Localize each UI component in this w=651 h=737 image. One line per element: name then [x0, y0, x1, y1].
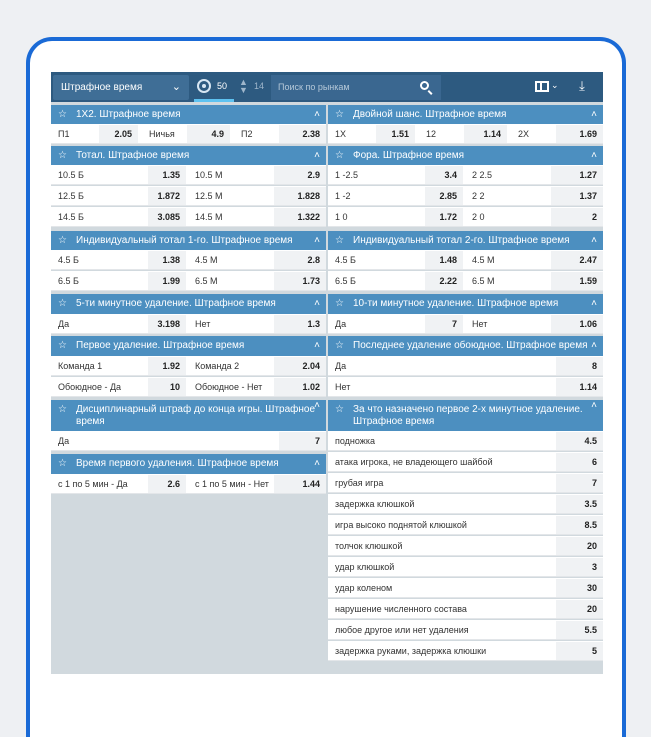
outcome-label: 12.5 М	[195, 191, 223, 201]
section-header-disc[interactable]	[51, 400, 326, 432]
outcome-label: Да	[58, 436, 70, 446]
outcome-label: Да	[335, 361, 347, 371]
outcome-label: 2 0	[472, 212, 485, 222]
outcome-label: 4.5 Б	[335, 255, 356, 265]
outcome-label: 2 2	[472, 191, 485, 201]
section-title: Последнее удаление обоюдное. Штрафное время	[353, 340, 588, 351]
section-title: Индивидуальный тотал 1-го. Штрафное время	[76, 235, 293, 246]
odds-button[interactable]: 1.72	[425, 208, 463, 226]
odds-row	[51, 474, 326, 494]
collapse-caret-icon[interactable]: ˄	[314, 458, 320, 469]
sort-arrows-icon[interactable]: ▲ ▼	[239, 77, 248, 95]
collapse-caret-icon[interactable]: ˄	[314, 109, 320, 120]
outcome-label: 6.5 Б	[58, 276, 79, 286]
odds-button[interactable]: 1.322	[274, 208, 326, 226]
odds-row	[51, 165, 326, 185]
outcome-label: П1	[58, 129, 70, 139]
odds-button[interactable]: 2.04	[274, 357, 326, 375]
odds-button[interactable]: 1.37	[551, 187, 603, 205]
odds-button[interactable]: 1.48	[425, 251, 463, 269]
outcome-label: 6.5 Б	[335, 276, 356, 286]
odds-row	[328, 431, 603, 451]
outcome-label: 12	[426, 129, 437, 139]
odds-button[interactable]: 3.198	[148, 315, 186, 333]
outcome-label: с 1 по 5 мин - Да	[58, 479, 128, 489]
collapse-caret-icon[interactable]: ˄	[591, 400, 597, 411]
collapse-caret-icon[interactable]: ˄	[591, 150, 597, 161]
odds-button[interactable]: 20	[556, 537, 603, 555]
odds-button[interactable]: 8.5	[556, 516, 603, 534]
outcome-label: 10.5 М	[195, 170, 223, 180]
outcome-label: П2	[241, 129, 253, 139]
section-title: Дисциплинарный штраф до конца игры. Штрафное	[76, 404, 316, 415]
odds-row	[328, 452, 603, 472]
section-title-line2: время	[76, 416, 105, 427]
odds-button[interactable]: 1.14	[556, 378, 603, 396]
odds-button[interactable]: 3.085	[148, 208, 186, 226]
section-title-line2: Штрафное время	[353, 416, 435, 427]
outcome-label: с 1 по 5 мин - Нет	[195, 479, 269, 489]
odds-row	[328, 356, 603, 376]
section-title: Тотал. Штрафное время	[76, 150, 190, 161]
odds-button[interactable]: 2.47	[551, 251, 603, 269]
star-icon[interactable]: ☆	[58, 298, 67, 309]
collapse-caret-icon[interactable]: ˄	[314, 340, 320, 351]
outcome-label: 10.5 Б	[58, 170, 84, 180]
odds-button[interactable]: 6	[556, 453, 603, 471]
outcome-label: 1 0	[335, 212, 348, 222]
chevron-down-icon: ⌄	[171, 81, 181, 93]
markets-count: 50	[217, 81, 228, 91]
collapse-caret-icon[interactable]: ˄	[314, 298, 320, 309]
odds-button[interactable]: 1.27	[551, 166, 603, 184]
markets-panel	[51, 72, 603, 674]
odds-button[interactable]: 1.92	[148, 357, 186, 375]
odds-button[interactable]: 4.9	[187, 125, 230, 143]
odds-row	[328, 473, 603, 493]
odds-row	[328, 515, 603, 535]
odds-row	[328, 165, 603, 185]
outcome-label: удар клюшкой	[335, 562, 395, 572]
odds-button[interactable]: 2.6	[148, 475, 186, 493]
section-title: Индивидуальный тотал 2-го. Штрафное время	[353, 235, 570, 246]
outcome-label: удар коленом	[335, 583, 393, 593]
outcome-label: 4.5 М	[472, 255, 495, 265]
odds-row	[328, 494, 603, 514]
star-icon[interactable]: ☆	[335, 404, 344, 415]
section-header-double[interactable]	[328, 105, 603, 125]
outcome-label: Да	[335, 319, 347, 329]
outcome-label: Да	[58, 319, 70, 329]
section-header-first[interactable]	[51, 336, 326, 356]
outcome-label: Обоюдное - Да	[58, 382, 122, 392]
outcome-label: нарушение численного состава	[335, 604, 467, 614]
odds-button[interactable]: 1.73	[274, 272, 326, 290]
search-input[interactable]	[271, 75, 441, 100]
odds-button[interactable]: 3	[556, 558, 603, 576]
odds-row	[328, 186, 603, 206]
odds-row	[328, 207, 603, 227]
odds-button[interactable]: 1.828	[274, 187, 326, 205]
outcome-label: 1 -2.5	[335, 170, 359, 180]
odds-row	[51, 207, 326, 227]
outcome-label: толчок клюшкой	[335, 541, 403, 551]
toolbar	[51, 72, 603, 102]
collapse-caret-icon[interactable]: ˄	[314, 150, 320, 161]
outcome-label: Ничья	[149, 129, 175, 139]
section-header-ind2[interactable]	[328, 231, 603, 251]
outcome-label: 6.5 М	[472, 276, 495, 286]
outcome-label: Нет	[472, 319, 488, 329]
section-title: Время первого удаления. Штрафное время	[76, 458, 279, 469]
outcome-label: Команда 1	[58, 361, 103, 371]
section-title: Фора. Штрафное время	[353, 150, 465, 161]
outcome-label: 4.5 М	[195, 255, 218, 265]
section-header-reason[interactable]	[328, 400, 603, 432]
section-header-ind1[interactable]	[51, 231, 326, 251]
outcome-label: 1X	[335, 129, 347, 139]
odds-button[interactable]: 7	[279, 432, 326, 450]
odds-button[interactable]: 1.872	[148, 187, 186, 205]
period-select-label: Штрафное время	[61, 82, 143, 93]
collapse-caret-icon[interactable]: ˄	[591, 340, 597, 351]
outcome-label: 4.5 Б	[58, 255, 79, 265]
outcome-label: Нет	[195, 319, 211, 329]
odds-button[interactable]: 2.38	[279, 125, 326, 143]
odds-button[interactable]: 3.5	[556, 495, 603, 513]
outcome-label: любое другое или нет удаления	[335, 625, 469, 635]
odds-button[interactable]: 10	[148, 378, 186, 396]
odds-button[interactable]: 1.44	[274, 475, 326, 493]
period-select[interactable]	[53, 75, 189, 100]
star-icon[interactable]: ☆	[335, 340, 344, 351]
odds-button[interactable]: 1.38	[148, 251, 186, 269]
section-header-time[interactable]	[51, 454, 326, 474]
odds-button[interactable]: 1.3	[274, 315, 326, 333]
section-header-ten[interactable]	[328, 294, 603, 314]
collapse-caret-icon[interactable]: ˄	[591, 235, 597, 246]
outcome-label: 12.5 Б	[58, 191, 84, 201]
star-icon[interactable]: ☆	[58, 235, 67, 246]
odds-button[interactable]: 2.05	[99, 125, 138, 143]
search-placeholder: Поиск по рынкам	[278, 82, 350, 92]
odds-button[interactable]: 1.69	[556, 125, 603, 143]
outcome-label: грубая игра	[335, 478, 384, 488]
section-header-s1x2[interactable]	[51, 105, 326, 125]
section-header-last[interactable]	[328, 336, 603, 356]
section-title: 5-ти минутное удаление. Штрафное время	[76, 298, 276, 309]
section-title: 10-ти минутное удаление. Штрафное время	[353, 298, 559, 309]
odds-row	[328, 124, 603, 144]
odds-button[interactable]: 5	[556, 642, 603, 660]
odds-button[interactable]: 1.35	[148, 166, 186, 184]
sort-count: 14	[254, 81, 265, 91]
odds-row	[328, 620, 603, 640]
odds-button[interactable]: 8	[556, 357, 603, 375]
outcome-label: 2 2.5	[472, 170, 493, 180]
section-header-total[interactable]	[51, 146, 326, 166]
outcome-label: подножка	[335, 436, 375, 446]
outcome-label: 14.5 Б	[58, 212, 84, 222]
outcome-label: 1 -2	[335, 191, 351, 201]
odds-row	[328, 250, 603, 270]
odds-button[interactable]: 7	[425, 315, 463, 333]
section-title: 1X2. Штрафное время	[76, 109, 181, 120]
odds-row	[51, 271, 326, 291]
odds-row	[328, 536, 603, 556]
download-icon[interactable]: ⤓	[579, 78, 585, 93]
outcome-label: Обоюдное - Нет	[195, 382, 263, 392]
section-title: За что назначено первое 2-х минутное удаление.	[353, 404, 583, 415]
columns-icon[interactable]	[535, 81, 549, 92]
odds-row	[328, 557, 603, 577]
odds-button[interactable]: 5.5	[556, 621, 603, 639]
section-title: Первое удаление. Штрафное время	[76, 340, 245, 351]
odds-button[interactable]: 2.85	[425, 187, 463, 205]
section-header-fora[interactable]	[328, 146, 603, 166]
odds-row	[51, 124, 326, 144]
outcome-label: 2X	[518, 129, 530, 139]
collapse-caret-icon[interactable]: ˄	[591, 109, 597, 120]
odds-row	[51, 377, 326, 397]
odds-button[interactable]: 2.8	[274, 251, 326, 269]
collapse-caret-icon[interactable]: ˄	[314, 400, 320, 411]
outcome-label: Нет	[335, 382, 351, 392]
odds-row	[328, 599, 603, 619]
odds-button[interactable]: 1.99	[148, 272, 186, 290]
odds-row	[51, 431, 326, 451]
star-icon[interactable]: ☆	[335, 109, 344, 120]
odds-button[interactable]: 1.02	[274, 378, 326, 396]
outcome-label: задержка клюшкой	[335, 499, 415, 509]
odds-button[interactable]: 1.14	[464, 125, 507, 143]
odds-button[interactable]: 2	[551, 208, 603, 226]
outcome-label: игра высоко поднятой клюшкой	[335, 520, 467, 530]
star-icon[interactable]: ☆	[58, 340, 67, 351]
odds-button[interactable]: 3.4	[425, 166, 463, 184]
odds-button[interactable]: 1.51	[376, 125, 415, 143]
star-icon[interactable]: ☆	[335, 235, 344, 246]
section-title: Двойной шанс. Штрафное время	[353, 109, 507, 120]
chevron-down-icon[interactable]: ⌄	[551, 80, 559, 90]
odds-row	[328, 641, 603, 661]
odds-row	[51, 250, 326, 270]
outcome-label: 6.5 М	[195, 276, 218, 286]
odds-button[interactable]: 1.06	[551, 315, 603, 333]
search-icon[interactable]	[420, 81, 429, 90]
odds-button[interactable]: 30	[556, 579, 603, 597]
star-icon[interactable]: ☆	[335, 298, 344, 309]
odds-button[interactable]: 2.22	[425, 272, 463, 290]
star-icon[interactable]: ☆	[335, 150, 344, 161]
outcome-label: 14.5 М	[195, 212, 223, 222]
odds-row	[328, 314, 603, 334]
odds-row	[51, 314, 326, 334]
odds-button[interactable]: 1.59	[551, 272, 603, 290]
odds-button[interactable]: 2.9	[274, 166, 326, 184]
star-icon[interactable]: ☆	[58, 150, 67, 161]
outcome-label: Команда 2	[195, 361, 240, 371]
collapse-caret-icon[interactable]: ˄	[314, 235, 320, 246]
star-icon[interactable]: ☆	[58, 458, 67, 469]
odds-row	[328, 578, 603, 598]
outcome-label: атака игрока, не владеющего шайбой	[335, 457, 493, 467]
star-icon[interactable]: ☆	[58, 404, 67, 415]
odds-row	[328, 377, 603, 397]
target-icon[interactable]	[197, 79, 211, 93]
collapse-caret-icon[interactable]: ˄	[591, 298, 597, 309]
odds-button[interactable]: 7	[556, 474, 603, 492]
section-header-five[interactable]	[51, 294, 326, 314]
active-tab-indicator	[194, 99, 234, 102]
outcome-label: задержка руками, задержка клюшки	[335, 646, 487, 656]
odds-row	[51, 356, 326, 376]
odds-row	[51, 186, 326, 206]
odds-button[interactable]: 4.5	[556, 432, 603, 450]
empty-area	[51, 500, 327, 674]
odds-row	[328, 271, 603, 291]
star-icon[interactable]: ☆	[58, 109, 67, 120]
odds-button[interactable]: 20	[556, 600, 603, 618]
